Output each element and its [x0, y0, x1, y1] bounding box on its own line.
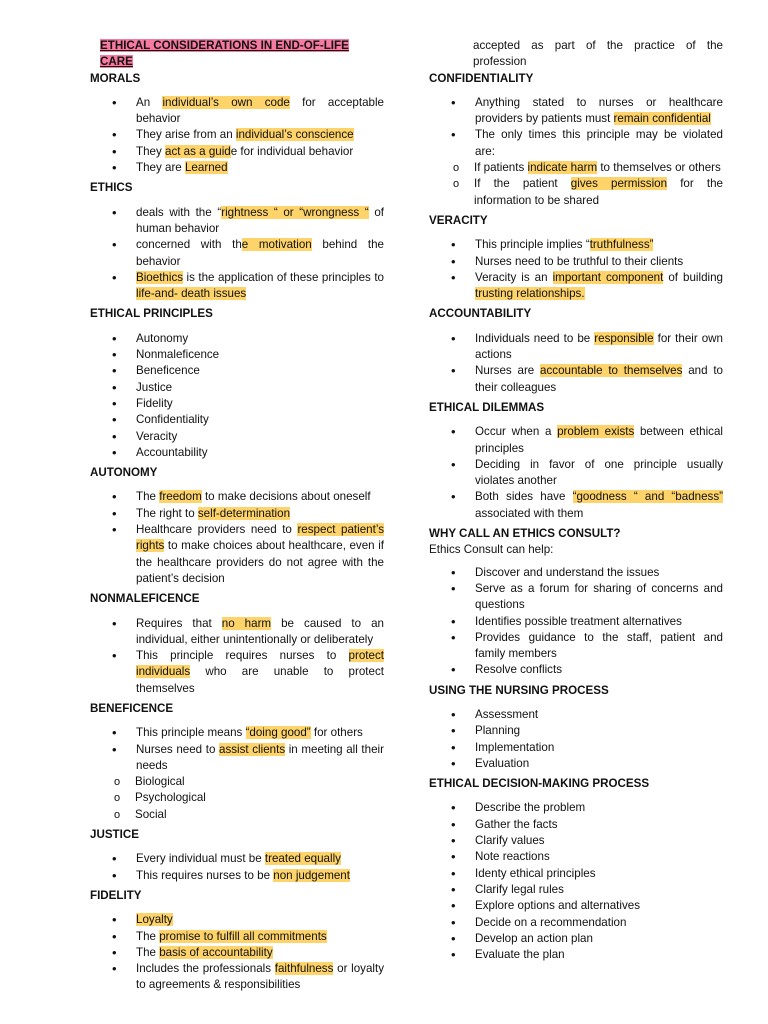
- text-run: Nurses need to: [136, 742, 220, 756]
- list-item: [429, 947, 723, 963]
- list-item: [429, 898, 723, 914]
- section-veracity: [429, 213, 723, 302]
- list-item: [90, 95, 384, 128]
- text-run: Note reactions: [475, 850, 550, 864]
- bullet-list: [429, 95, 723, 209]
- bullet-list: [90, 95, 384, 176]
- section-confidentiality: [429, 71, 723, 209]
- list-item: [90, 929, 384, 945]
- section-heading: FIDELITY: [90, 888, 142, 902]
- bullet-list: [429, 565, 723, 679]
- text-run: Resolve conflicts: [475, 663, 562, 677]
- text-run: Autonomy: [136, 331, 189, 345]
- section-ethical-decision-making-process: [429, 776, 723, 963]
- text-run: They are: [136, 161, 185, 175]
- highlighted-text: indicate harm: [527, 161, 598, 175]
- highlighted-text: treated equally: [264, 852, 341, 866]
- text-run: Veracity: [136, 429, 178, 443]
- sub-list-item: [429, 176, 723, 209]
- text-run: or loyalty to agreements & responsibilities: [136, 962, 384, 992]
- text-run: Nonmaleficence: [136, 348, 220, 362]
- highlighted-text: non judgement: [273, 868, 350, 882]
- list-item: [429, 363, 723, 396]
- text-run: Occur when a: [475, 425, 558, 439]
- bullet-list: [90, 205, 384, 303]
- text-run: be caused to an individual, either unintentionally or deliberately: [136, 616, 384, 646]
- highlighted-text: self-determination: [197, 506, 291, 520]
- highlighted-text: e motivation: [241, 238, 312, 252]
- text-run: to make choices about healthcare, even if the healthcare providers do not agree with the patient’s decision: [136, 539, 384, 585]
- bullet-list: [429, 800, 723, 963]
- text-run: to make decisions about oneself: [201, 490, 371, 504]
- text-run: An: [136, 95, 163, 109]
- list-item: [90, 506, 384, 522]
- list-item: [429, 270, 723, 303]
- section-fidelity: [90, 888, 384, 994]
- bullet-list: [90, 725, 384, 823]
- text-run: Implementation: [475, 740, 555, 754]
- list-item: [90, 412, 384, 428]
- section-morals: [90, 71, 384, 177]
- right-column: [429, 38, 723, 967]
- bullet-list: [429, 331, 723, 396]
- highlighted-text: accountable to themselves: [540, 364, 683, 378]
- list-item: [429, 707, 723, 723]
- list-item: [429, 424, 723, 457]
- highlighted-text: individual’s own code: [162, 95, 290, 109]
- text-run: Confidentiality: [136, 413, 209, 427]
- list-item: [429, 915, 723, 931]
- text-run: for others: [310, 726, 363, 740]
- list-item: [429, 756, 723, 772]
- section-ethics: [90, 180, 384, 302]
- bullet-list: [90, 616, 384, 697]
- highlighted-text: gives permission: [570, 177, 668, 191]
- section-heading: ETHICAL DILEMMAS: [429, 400, 545, 414]
- text-run: Nurses need to be truthful to their clients: [475, 254, 684, 268]
- text-run: Justice: [136, 380, 173, 394]
- list-item: [90, 205, 384, 238]
- text-run: Evaluation: [475, 756, 530, 770]
- text-run: who are unable to protect themselves: [136, 665, 384, 695]
- text-run: This requires nurses to be: [136, 868, 274, 882]
- highlighted-text: basis of accountability: [159, 945, 273, 959]
- section-ethical-principles: [90, 306, 384, 461]
- highlighted-text: trusting relationships.: [475, 287, 585, 301]
- text-run: Clarify legal rules: [475, 882, 564, 896]
- section-heading: CONFIDENTIALITY: [429, 71, 534, 85]
- list-item: [429, 457, 723, 490]
- text-run: to themselves or others: [597, 161, 721, 175]
- highlighted-text: Learned: [184, 161, 228, 175]
- highlighted-text: remain confidential: [613, 112, 711, 126]
- section-ethical-dilemmas: [429, 400, 723, 522]
- left-column: [90, 38, 384, 998]
- section-heading: WHY CALL AN ETHICS CONSULT?: [429, 527, 621, 541]
- highlighted-text: freedom: [159, 490, 202, 504]
- text-run: Deciding in favor of one principle usually violates another: [475, 457, 723, 488]
- highlighted-text: rightness “ or “wrongness “: [221, 205, 369, 219]
- list-item: [90, 347, 384, 363]
- list-item: [429, 723, 723, 739]
- highlighted-text: “goodness “ and “badness”: [572, 490, 723, 504]
- list-item: [90, 616, 384, 649]
- highlighted-text: problem exists: [557, 425, 635, 439]
- text-run: They arise from an: [136, 128, 236, 142]
- list-item: [90, 144, 384, 160]
- list-item: [90, 237, 384, 270]
- section-heading: ACCOUNTABILITY: [429, 307, 532, 321]
- list-item: [90, 331, 384, 347]
- sub-list-item: [429, 160, 723, 176]
- list-item: [429, 489, 723, 522]
- highlighted-text: promise to fulfill all commitments: [159, 929, 327, 943]
- fidelity-continuation: accepted as part of the practice of the profession: [473, 39, 723, 69]
- section-heading: ETHICAL DECISION-MAKING PROCESS: [429, 777, 650, 791]
- text-run: Explore options and alternatives: [475, 899, 640, 913]
- text-run: Anything stated to nurses or healthcare providers by patients must: [475, 95, 723, 126]
- text-run: for the information to be shared: [474, 177, 723, 207]
- section-heading: MORALS: [90, 71, 141, 85]
- section-heading: ETHICAL PRINCIPLES: [90, 307, 213, 321]
- list-item: [90, 945, 384, 961]
- section-heading: ETHICS: [90, 181, 133, 195]
- list-item: [429, 833, 723, 849]
- list-item: [90, 725, 384, 741]
- section-heading: BENEFICENCE: [90, 701, 174, 715]
- sub-list: [90, 774, 384, 823]
- bullet-list: [429, 424, 723, 522]
- section-intro: Ethics Consult can help:: [429, 543, 554, 557]
- text-run: and to their colleagues: [475, 364, 723, 394]
- text-run: Identy ethical principles: [475, 866, 596, 880]
- list-item: [90, 851, 384, 867]
- list-item: [429, 127, 723, 208]
- text-run: The: [136, 490, 160, 504]
- text-run: This principle implies “: [475, 238, 590, 252]
- section-heading: VERACITY: [429, 213, 488, 227]
- list-item: [429, 800, 723, 816]
- document-title: ETHICAL CONSIDERATIONS IN END-OF-LIFE CARE: [100, 39, 349, 69]
- text-run: Clarify values: [475, 834, 545, 848]
- list-item: [429, 254, 723, 270]
- list-item: [90, 270, 384, 303]
- section-why-call-an-ethics-consult: [429, 526, 723, 679]
- highlighted-text: life-and- death issues: [136, 287, 247, 301]
- list-item: [429, 614, 723, 630]
- section-heading: USING THE NURSING PROCESS: [429, 683, 609, 697]
- text-run: If the patient: [474, 177, 571, 191]
- text-run: Assessment: [475, 707, 539, 721]
- text-run: Requires that: [136, 616, 222, 630]
- list-item: [429, 581, 723, 614]
- section-justice: [90, 827, 384, 884]
- list-item: [429, 817, 723, 833]
- list-item: [429, 331, 723, 364]
- list-item: [429, 931, 723, 947]
- highlighted-text: responsible: [594, 331, 654, 345]
- bullet-list: [90, 912, 384, 993]
- text-run: They: [136, 144, 165, 158]
- section-using-the-nursing-process: [429, 683, 723, 772]
- bullet-list: [90, 851, 384, 884]
- text-run: for their own actions: [475, 331, 724, 362]
- highlighted-text: act as a guid: [165, 144, 231, 158]
- highlighted-text: truthfulness”: [589, 238, 654, 252]
- list-item: [429, 565, 723, 581]
- text-run: This principle requires nurses to: [136, 649, 349, 663]
- list-item: [90, 445, 384, 461]
- text-run: in meeting all their needs: [136, 742, 384, 772]
- list-item: [90, 380, 384, 396]
- sub-list: [429, 160, 723, 209]
- text-run: associated with them: [475, 506, 584, 520]
- list-item: [429, 740, 723, 756]
- bullet-list: [90, 331, 384, 461]
- text-run: of building: [663, 270, 723, 284]
- list-item: [429, 882, 723, 898]
- text-run: Both sides have: [475, 490, 573, 504]
- list-item: [429, 662, 723, 678]
- text-run: e for individual behavior: [230, 144, 354, 158]
- list-item: [90, 363, 384, 379]
- text-run: for acceptable behavior: [136, 95, 384, 126]
- highlighted-text: Loyalty: [136, 913, 173, 927]
- sub-list-item: o Psychological: [90, 790, 384, 806]
- text-run: Fidelity: [136, 396, 173, 410]
- list-item: [90, 489, 384, 505]
- text-run: Develop an action plan: [475, 931, 593, 945]
- list-item: [90, 961, 384, 994]
- list-item: [90, 912, 384, 928]
- list-item: [90, 396, 384, 412]
- text-run: Evaluate the plan: [475, 948, 565, 962]
- highlighted-text: no harm: [221, 616, 272, 630]
- list-item: [429, 237, 723, 253]
- bullet-list: [90, 489, 384, 587]
- highlighted-text: Bioethics: [136, 270, 184, 284]
- list-item: [90, 127, 384, 143]
- text-run: Identifies possible treatment alternatives: [475, 614, 682, 628]
- text-run: deals with the “: [136, 205, 222, 219]
- section-heading: JUSTICE: [90, 828, 139, 842]
- sub-list-item: o Social: [90, 807, 384, 823]
- text-run: between ethical principles: [475, 425, 724, 455]
- list-item: [90, 429, 384, 445]
- text-run: Gather the facts: [475, 817, 558, 831]
- section-autonomy: [90, 465, 384, 587]
- text-run: Decide on a recommendation: [475, 915, 627, 929]
- text-run: If patients: [474, 161, 528, 175]
- text-run: Healthcare providers need to: [136, 523, 298, 537]
- highlighted-text: important component: [552, 270, 664, 284]
- section-heading: AUTONOMY: [90, 466, 158, 480]
- list-item: [429, 866, 723, 882]
- text-run: Provides guidance to the staff, patient and family members: [475, 630, 723, 661]
- list-item: [90, 522, 384, 587]
- list-item: [429, 630, 723, 663]
- text-run: Veracity is an: [475, 270, 553, 284]
- text-run: This principle means: [136, 726, 246, 740]
- list-item: [90, 868, 384, 884]
- list-item: [90, 648, 384, 697]
- bullet-list: [429, 707, 723, 772]
- bullet-list: [429, 237, 723, 302]
- text-run: Nurses are: [475, 364, 541, 378]
- list-item: [90, 742, 384, 823]
- text-run: Planning: [475, 724, 521, 738]
- text-run: Describe the problem: [475, 801, 586, 815]
- text-run: Includes the professionals: [136, 962, 275, 976]
- text-run: Discover and understand the issues: [475, 565, 660, 579]
- text-run: The only times this principle may be violated are:: [475, 128, 723, 158]
- highlighted-text: respect patient’s rights: [136, 523, 384, 553]
- text-run: The right to: [136, 506, 198, 520]
- text-run: concerned with th: [136, 238, 242, 252]
- section-heading: NONMALEFICENCE: [90, 592, 200, 606]
- text-run: The: [136, 929, 160, 943]
- text-run: behind the behavior: [136, 238, 385, 268]
- section-accountability: [429, 306, 723, 395]
- highlighted-text: protect individuals: [136, 649, 384, 679]
- highlighted-text: individual’s conscience: [235, 128, 354, 142]
- highlighted-text: assist clients: [219, 742, 286, 756]
- highlighted-text: “doing good”: [245, 726, 311, 740]
- section-nonmaleficence: [90, 591, 384, 697]
- section-beneficence: [90, 701, 384, 823]
- text-run: Accountability: [136, 445, 208, 459]
- list-item: [90, 160, 384, 176]
- text-run: The: [136, 945, 160, 959]
- sub-list-item: o Biological: [90, 774, 384, 790]
- text-run: Serve as a forum for sharing of concerns and questions: [475, 581, 723, 612]
- list-item: [429, 95, 723, 128]
- text-run: Beneficence: [136, 364, 200, 378]
- list-item: [429, 849, 723, 865]
- text-run: Every individual must be: [136, 852, 265, 866]
- text-run: is the application of these principles to: [183, 270, 384, 284]
- highlighted-text: faithfulness: [274, 962, 334, 976]
- text-run: Individuals need to be: [475, 331, 595, 345]
- text-run: of human behavior: [136, 205, 385, 235]
